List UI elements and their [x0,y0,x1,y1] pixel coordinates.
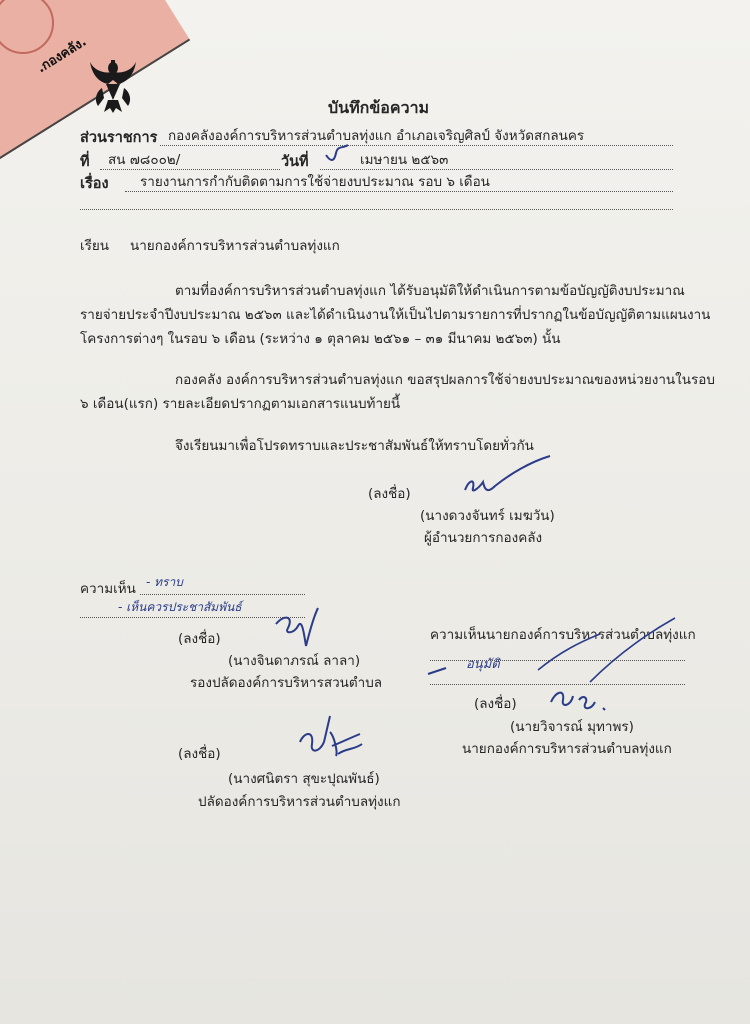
body-p1-line3: โครงการต่างๆ ในรอบ ๖ เดือน (ระหว่าง ๑ ตุลาคม ๒๕๖๑ – ๓๑ มีนาคม ๒๕๖๓) นั้น [80,331,561,347]
opinion-right-label: ความเห็นนายกองค์การบริหารส่วนตำบลทุ่งแก [430,627,696,643]
signer2-name: (นางจินดาภรณ์ ลาลา) [228,653,361,669]
memo-title: บันทึกข้อความ [328,98,430,117]
signer3-sign-label: (ลงชื่อ) [178,746,221,762]
stamp-text: .กองคลัง. [34,34,90,77]
body-p2-line1: กองคลัง องค์การบริหารส่วนตำบลทุ่งแก ขอสรุปผลการใช้จ่ายงบประมาณของหน่วยงานในรอบ [175,372,715,388]
salutation-value: นายกองค์การบริหารส่วนตำบลทุ่งแก [130,238,340,254]
body-p3: จึงเรียนมาเพื่อโปรดทราบและประชาสัมพันธ์ให้ทราบโดยทั่วกัน [175,438,534,454]
signer2-position: รองปลัดองค์การบริหารสวนตำบล [190,675,383,691]
subject-dotted-line-2 [80,209,673,210]
body-p1-line1: ตามที่องค์การบริหารส่วนตำบลทุ่งแก ได้รับอนุมัติให้ดำเนินการตามข้อบัญญัติงบประมาณ [175,283,685,299]
ref-value: สน ๗๘๐๐๒/ [108,152,181,168]
ref-dotted-line [100,169,280,170]
signer3-signature-icon [290,712,370,764]
signer4-sign-label: (ลงชื่อ) [474,696,517,712]
agency-dotted-line [160,145,673,146]
garuda-emblem-icon [88,58,138,114]
signer1-signature-icon [455,452,555,502]
signer4-position: นายกองค์การบริหารส่วนตำบลทุ่งแก [462,741,672,757]
signer3-position: ปลัดองค์การบริหารส่วนตำบลทุ่งแก [198,794,401,810]
opinion-left-label: ความเห็น [80,581,136,597]
subject-dotted-line [125,191,673,192]
signer1-name: (นางดวงจันทร์ เมฆวัน) [420,508,555,524]
agency-value: กองคลังองค์การบริหารส่วนตำบลทุ่งแก อำเภอเจริญศิลป์ จังหวัดสกลนคร [168,128,585,144]
subject-label: เรื่อง [80,176,109,192]
salutation-label: เรียน [80,238,110,254]
opinion-left-dotted-line-1 [140,594,305,595]
signer1-sign-label: (ลงชื่อ) [368,486,411,502]
date-value: เมษายน ๒๕๖๓ [360,152,449,168]
signer2-signature-icon [268,604,328,654]
signer4-name: (นายวิจารณ์ มุทาพร) [510,719,634,735]
subject-value: รายงานการกำกับติดตามการใช้จ่ายงบประมาณ รอบ ๖ เดือน [140,174,490,190]
signer1-position: ผู้อำนวยการกองคลัง [424,530,543,546]
date-label: วันที่ [281,154,309,170]
signer3-name: (นางศนิตรา สุขะปุณพันธ์) [228,771,380,787]
signer2-sign-label: (ลงชื่อ) [178,631,221,647]
date-dotted-line [320,169,673,170]
ref-label: ที่ [80,154,90,170]
opinion-left-handwriting-1: - ทราบ [146,575,183,589]
date-handwritten-mark-icon [322,143,352,167]
opinion-right-handwriting: อนุมัติ [466,657,500,672]
agency-label: ส่วนราชการ [80,130,158,146]
opinion-left-handwriting-2: - เห็นควรประชาสัมพันธ์ [118,600,242,614]
body-p2-line2: ๖ เดือน(แรก) รายละเอียดปรากฏตามเอกสารแนบท้ายนี้ [80,396,401,412]
signer4-signature-icon [545,680,615,716]
body-p1-line2: รายจ่ายประจำปีงบประมาณ ๒๕๖๓ และได้ดำเนินงานให้เป็นไปตามรายการที่ปรากฏในข้อบัญญัติตามแผนงาน [80,307,711,323]
